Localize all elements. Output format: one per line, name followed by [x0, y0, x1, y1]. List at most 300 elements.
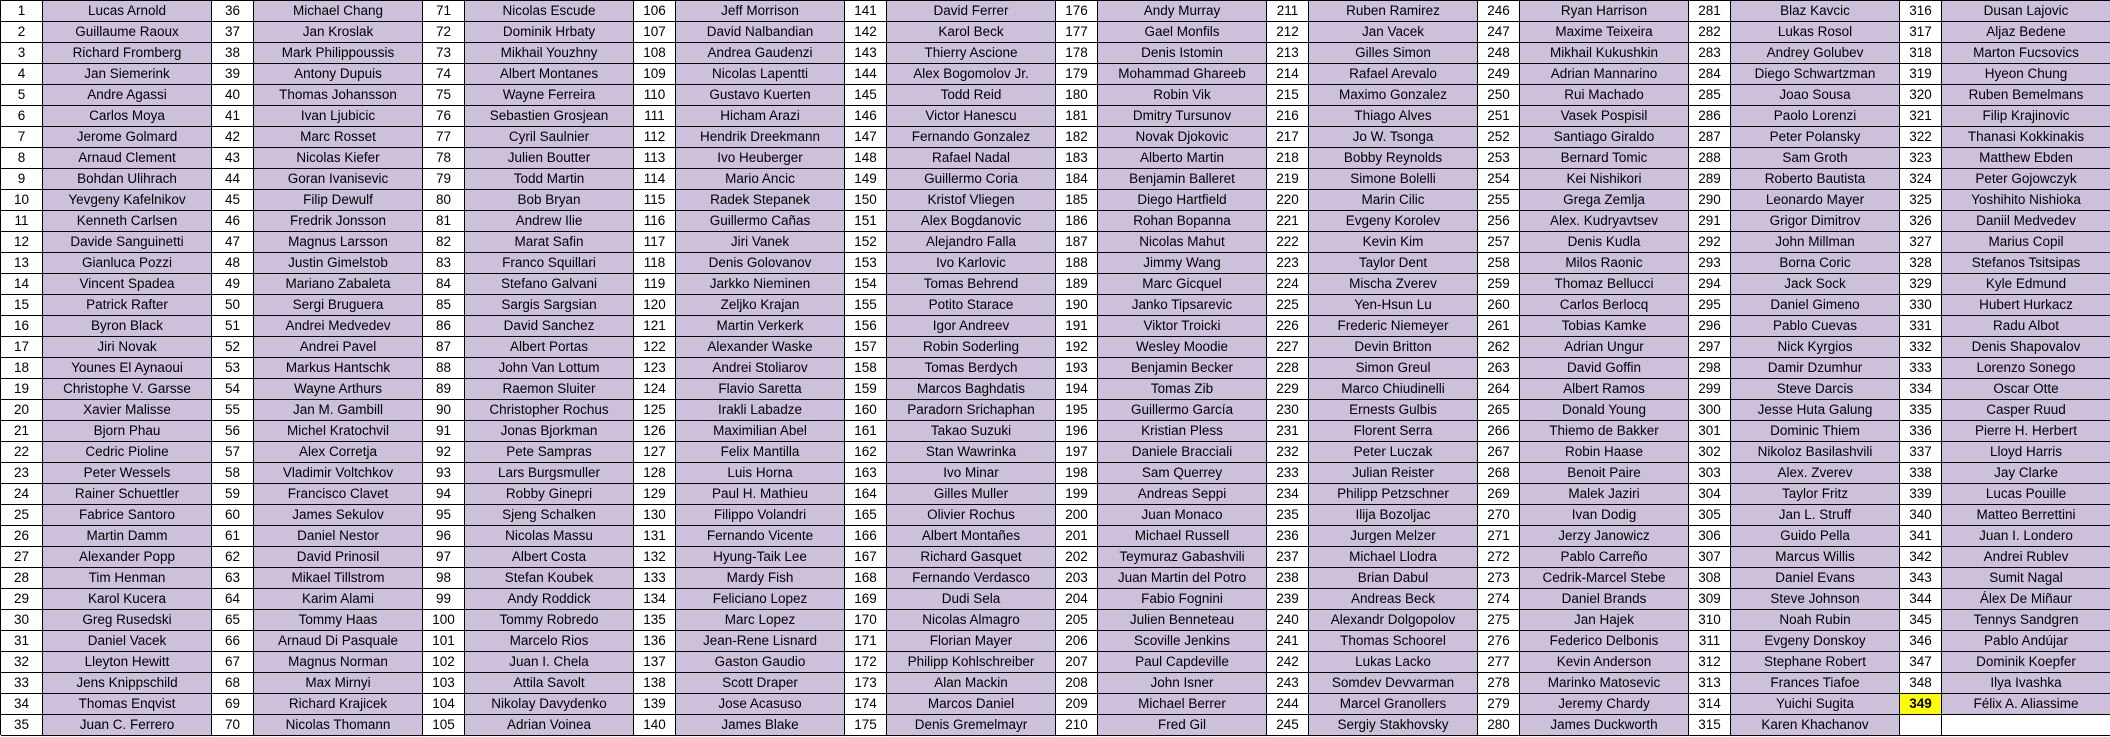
- player-name-cell[interactable]: Fernando Vicente: [676, 526, 845, 547]
- rank-cell[interactable]: 37: [212, 22, 254, 43]
- rank-cell[interactable]: 166: [845, 526, 887, 547]
- player-name-cell[interactable]: Dominik Hrbaty: [465, 22, 634, 43]
- rank-cell[interactable]: 96: [423, 526, 465, 547]
- player-name-cell[interactable]: Gaston Gaudio: [676, 652, 845, 673]
- player-name-cell[interactable]: Robin Haase: [1520, 442, 1689, 463]
- rank-cell[interactable]: 69: [212, 694, 254, 715]
- player-name-cell[interactable]: Kei Nishikori: [1520, 169, 1689, 190]
- player-name-cell[interactable]: Patrick Rafter: [43, 295, 212, 316]
- rank-cell[interactable]: 315: [1689, 715, 1731, 736]
- player-name-cell[interactable]: Paradorn Srichaphan: [887, 400, 1056, 421]
- player-name-cell[interactable]: Fabio Fognini: [1098, 589, 1267, 610]
- rank-cell[interactable]: 72: [423, 22, 465, 43]
- rank-cell[interactable]: 182: [1056, 127, 1098, 148]
- player-name-cell[interactable]: Ruben Ramirez: [1309, 1, 1478, 22]
- player-name-cell[interactable]: Jan Hajek: [1520, 610, 1689, 631]
- player-name-cell[interactable]: Kristof Vliegen: [887, 190, 1056, 211]
- player-name-cell[interactable]: Bobby Reynolds: [1309, 148, 1478, 169]
- rank-cell[interactable]: 159: [845, 379, 887, 400]
- rank-cell[interactable]: 188: [1056, 253, 1098, 274]
- rank-cell[interactable]: 139: [634, 694, 676, 715]
- player-name-cell[interactable]: Scott Draper: [676, 673, 845, 694]
- rank-cell[interactable]: 87: [423, 337, 465, 358]
- player-name-cell[interactable]: Nicolas Kiefer: [254, 148, 423, 169]
- player-name-cell[interactable]: Jean-Rene Lisnard: [676, 631, 845, 652]
- player-name-cell[interactable]: Todd Martin: [465, 169, 634, 190]
- player-name-cell[interactable]: Tobias Kamke: [1520, 316, 1689, 337]
- rank-cell[interactable]: 320: [1900, 85, 1942, 106]
- rank-cell[interactable]: 146: [845, 106, 887, 127]
- rank-cell[interactable]: 332: [1900, 337, 1942, 358]
- player-name-cell[interactable]: Wayne Ferreira: [465, 85, 634, 106]
- rank-cell[interactable]: 225: [1267, 295, 1309, 316]
- player-name-cell[interactable]: Bob Bryan: [465, 190, 634, 211]
- player-name-cell[interactable]: Sebastien Grosjean: [465, 106, 634, 127]
- player-name-cell[interactable]: Bernard Tomic: [1520, 148, 1689, 169]
- rank-cell[interactable]: 178: [1056, 43, 1098, 64]
- rank-cell[interactable]: 211: [1267, 1, 1309, 22]
- player-name-cell[interactable]: Thiago Alves: [1309, 106, 1478, 127]
- rank-cell[interactable]: 331: [1900, 316, 1942, 337]
- player-name-cell[interactable]: Ryan Harrison: [1520, 1, 1689, 22]
- player-name-cell[interactable]: Alberto Martin: [1098, 148, 1267, 169]
- rank-cell[interactable]: 125: [634, 400, 676, 421]
- rank-cell[interactable]: 265: [1478, 400, 1520, 421]
- player-name-cell[interactable]: Wayne Arthurs: [254, 379, 423, 400]
- player-name-cell[interactable]: Alejandro Falla: [887, 232, 1056, 253]
- rank-cell[interactable]: 240: [1267, 610, 1309, 631]
- player-name-cell[interactable]: Arnaud Di Pasquale: [254, 631, 423, 652]
- player-name-cell[interactable]: Albert Costa: [465, 547, 634, 568]
- player-name-cell[interactable]: Pierre H. Herbert: [1942, 421, 2110, 442]
- player-name-cell[interactable]: Andrew Ilie: [465, 211, 634, 232]
- rank-cell[interactable]: 93: [423, 463, 465, 484]
- player-name-cell[interactable]: Dudi Sela: [887, 589, 1056, 610]
- player-name-cell[interactable]: Juan C. Ferrero: [43, 715, 212, 736]
- rank-cell[interactable]: 95: [423, 505, 465, 526]
- rank-cell[interactable]: 207: [1056, 652, 1098, 673]
- player-name-cell[interactable]: David Goffin: [1520, 358, 1689, 379]
- rank-cell[interactable]: 98: [423, 568, 465, 589]
- player-name-cell[interactable]: Lucas Arnold: [43, 1, 212, 22]
- rank-cell[interactable]: 171: [845, 631, 887, 652]
- player-name-cell[interactable]: Jeff Morrison: [676, 1, 845, 22]
- rank-cell[interactable]: 231: [1267, 421, 1309, 442]
- rank-cell[interactable]: 243: [1267, 673, 1309, 694]
- player-name-cell[interactable]: Jay Clarke: [1942, 463, 2110, 484]
- rank-cell[interactable]: 189: [1056, 274, 1098, 295]
- player-name-cell[interactable]: Tomas Behrend: [887, 274, 1056, 295]
- player-name-cell[interactable]: Maximilian Abel: [676, 421, 845, 442]
- rank-cell[interactable]: 176: [1056, 1, 1098, 22]
- rank-cell[interactable]: 76: [423, 106, 465, 127]
- rank-cell[interactable]: 118: [634, 253, 676, 274]
- rank-cell[interactable]: 58: [212, 463, 254, 484]
- rank-cell[interactable]: 305: [1689, 505, 1731, 526]
- rank-cell[interactable]: 307: [1689, 547, 1731, 568]
- rank-cell[interactable]: 1: [1, 1, 43, 22]
- player-name-cell[interactable]: Marat Safin: [465, 232, 634, 253]
- player-name-cell[interactable]: Alexander Popp: [43, 547, 212, 568]
- rank-cell[interactable]: 313: [1689, 673, 1731, 694]
- player-name-cell[interactable]: Ivo Minar: [887, 463, 1056, 484]
- player-name-cell[interactable]: Santiago Giraldo: [1520, 127, 1689, 148]
- player-name-cell[interactable]: Juan I. Chela: [465, 652, 634, 673]
- rank-cell[interactable]: 322: [1900, 127, 1942, 148]
- rank-cell[interactable]: 273: [1478, 568, 1520, 589]
- rank-cell[interactable]: 73: [423, 43, 465, 64]
- rank-cell[interactable]: 330: [1900, 295, 1942, 316]
- player-name-cell[interactable]: Daniel Vacek: [43, 631, 212, 652]
- rank-cell[interactable]: 61: [212, 526, 254, 547]
- rank-cell[interactable]: 33: [1, 673, 43, 694]
- rank-cell[interactable]: 279: [1478, 694, 1520, 715]
- player-name-cell[interactable]: Mariano Zabaleta: [254, 274, 423, 295]
- player-name-cell[interactable]: Casper Ruud: [1942, 400, 2110, 421]
- player-name-cell[interactable]: Damir Dzumhur: [1731, 358, 1900, 379]
- rank-cell[interactable]: 107: [634, 22, 676, 43]
- player-name-cell[interactable]: Kevin Kim: [1309, 232, 1478, 253]
- rank-cell[interactable]: 250: [1478, 85, 1520, 106]
- rank-cell[interactable]: 267: [1478, 442, 1520, 463]
- rank-cell[interactable]: 167: [845, 547, 887, 568]
- player-name-cell[interactable]: Michael Berrer: [1098, 694, 1267, 715]
- player-name-cell[interactable]: Karim Alami: [254, 589, 423, 610]
- rank-cell[interactable]: 109: [634, 64, 676, 85]
- player-name-cell[interactable]: James Blake: [676, 715, 845, 736]
- rank-cell[interactable]: 259: [1478, 274, 1520, 295]
- player-name-cell[interactable]: Philipp Kohlschreiber: [887, 652, 1056, 673]
- player-name-cell[interactable]: Michael Llodra: [1309, 547, 1478, 568]
- rank-cell[interactable]: 62: [212, 547, 254, 568]
- rank-cell[interactable]: 347: [1900, 652, 1942, 673]
- rank-cell[interactable]: 288: [1689, 148, 1731, 169]
- player-name-cell[interactable]: Magnus Norman: [254, 652, 423, 673]
- rank-cell[interactable]: 300: [1689, 400, 1731, 421]
- rank-cell[interactable]: 94: [423, 484, 465, 505]
- player-name-cell[interactable]: Andrey Golubev: [1731, 43, 1900, 64]
- rank-cell[interactable]: 63: [212, 568, 254, 589]
- rank-cell[interactable]: 208: [1056, 673, 1098, 694]
- player-name-cell[interactable]: David Nalbandian: [676, 22, 845, 43]
- player-name-cell[interactable]: Ilija Bozoljac: [1309, 505, 1478, 526]
- player-name-cell[interactable]: Guido Pella: [1731, 526, 1900, 547]
- player-name-cell[interactable]: Sergiy Stakhovsky: [1309, 715, 1478, 736]
- rank-cell[interactable]: 233: [1267, 463, 1309, 484]
- player-name-cell[interactable]: Stefan Koubek: [465, 568, 634, 589]
- player-name-cell[interactable]: Mischa Zverev: [1309, 274, 1478, 295]
- rank-cell[interactable]: 32: [1, 652, 43, 673]
- rank-cell[interactable]: 270: [1478, 505, 1520, 526]
- rank-cell[interactable]: 67: [212, 652, 254, 673]
- player-name-cell[interactable]: Filip Krajinovic: [1942, 106, 2110, 127]
- rank-cell[interactable]: 41: [212, 106, 254, 127]
- player-name-cell[interactable]: Irakli Labadze: [676, 400, 845, 421]
- rank-cell[interactable]: 55: [212, 400, 254, 421]
- player-name-cell[interactable]: Paul H. Mathieu: [676, 484, 845, 505]
- rank-cell[interactable]: 39: [212, 64, 254, 85]
- player-name-cell[interactable]: Andy Murray: [1098, 1, 1267, 22]
- rank-cell[interactable]: 64: [212, 589, 254, 610]
- player-name-cell[interactable]: David Sanchez: [465, 316, 634, 337]
- rank-cell[interactable]: 201: [1056, 526, 1098, 547]
- player-name-cell[interactable]: Sergi Bruguera: [254, 295, 423, 316]
- rank-cell[interactable]: 10: [1, 190, 43, 211]
- player-name-cell[interactable]: Yuichi Sugita: [1731, 694, 1900, 715]
- rank-cell[interactable]: 4: [1, 64, 43, 85]
- rank-cell[interactable]: 296: [1689, 316, 1731, 337]
- player-name-cell[interactable]: Andre Agassi: [43, 85, 212, 106]
- player-name-cell[interactable]: Pablo Carreño: [1520, 547, 1689, 568]
- player-name-cell[interactable]: Nicolas Escude: [465, 1, 634, 22]
- player-name-cell[interactable]: Raemon Sluiter: [465, 379, 634, 400]
- rank-cell[interactable]: 204: [1056, 589, 1098, 610]
- player-name-cell[interactable]: David Ferrer: [887, 1, 1056, 22]
- player-name-cell[interactable]: Thiemo de Bakker: [1520, 421, 1689, 442]
- rank-cell[interactable]: 83: [423, 253, 465, 274]
- rank-cell[interactable]: 239: [1267, 589, 1309, 610]
- player-name-cell[interactable]: Hyeon Chung: [1942, 64, 2110, 85]
- rank-cell[interactable]: 104: [423, 694, 465, 715]
- rank-cell[interactable]: 218: [1267, 148, 1309, 169]
- rank-cell[interactable]: 226: [1267, 316, 1309, 337]
- rank-cell[interactable]: 131: [634, 526, 676, 547]
- player-name-cell[interactable]: Byron Black: [43, 316, 212, 337]
- rank-cell[interactable]: 255: [1478, 190, 1520, 211]
- player-name-cell[interactable]: Maxime Teixeira: [1520, 22, 1689, 43]
- player-name-cell[interactable]: Federico Delbonis: [1520, 631, 1689, 652]
- rank-cell[interactable]: 137: [634, 652, 676, 673]
- player-name-cell[interactable]: Alex Bogdanovic: [887, 211, 1056, 232]
- rank-cell[interactable]: 40: [212, 85, 254, 106]
- rank-cell[interactable]: 344: [1900, 589, 1942, 610]
- player-name-cell[interactable]: Nicolas Thomann: [254, 715, 423, 736]
- rank-cell[interactable]: 115: [634, 190, 676, 211]
- player-name-cell[interactable]: Hyung-Taik Lee: [676, 547, 845, 568]
- rank-cell[interactable]: 292: [1689, 232, 1731, 253]
- player-name-cell[interactable]: Benoit Paire: [1520, 463, 1689, 484]
- player-name-cell[interactable]: Robin Vik: [1098, 85, 1267, 106]
- rank-cell[interactable]: 276: [1478, 631, 1520, 652]
- rank-cell[interactable]: 303: [1689, 463, 1731, 484]
- player-name-cell[interactable]: Brian Dabul: [1309, 568, 1478, 589]
- player-name-cell[interactable]: Stefano Galvani: [465, 274, 634, 295]
- rank-cell[interactable]: 238: [1267, 568, 1309, 589]
- rank-cell[interactable]: 75: [423, 85, 465, 106]
- player-name-cell[interactable]: Lloyd Harris: [1942, 442, 2110, 463]
- rank-cell[interactable]: 154: [845, 274, 887, 295]
- rank-cell[interactable]: 289: [1689, 169, 1731, 190]
- player-name-cell[interactable]: Jarkko Nieminen: [676, 274, 845, 295]
- rank-cell[interactable]: 152: [845, 232, 887, 253]
- player-name-cell[interactable]: Greg Rusedski: [43, 610, 212, 631]
- player-name-cell[interactable]: Victor Hanescu: [887, 106, 1056, 127]
- player-name-cell[interactable]: Carlos Moya: [43, 106, 212, 127]
- player-name-cell[interactable]: Christopher Rochus: [465, 400, 634, 421]
- player-name-cell[interactable]: Thanasi Kokkinakis: [1942, 127, 2110, 148]
- player-name-cell[interactable]: Alan Mackin: [887, 673, 1056, 694]
- player-name-cell[interactable]: Marcus Willis: [1731, 547, 1900, 568]
- rank-cell[interactable]: 172: [845, 652, 887, 673]
- rank-cell[interactable]: 346: [1900, 631, 1942, 652]
- player-name-cell[interactable]: Pablo Andújar: [1942, 631, 2110, 652]
- rank-cell[interactable]: 317: [1900, 22, 1942, 43]
- rank-cell[interactable]: 122: [634, 337, 676, 358]
- rank-cell[interactable]: 177: [1056, 22, 1098, 43]
- rank-cell[interactable]: 282: [1689, 22, 1731, 43]
- rank-cell[interactable]: 164: [845, 484, 887, 505]
- player-name-cell[interactable]: Andrei Stoliarov: [676, 358, 845, 379]
- rank-cell[interactable]: 101: [423, 631, 465, 652]
- player-name-cell[interactable]: Grigor Dimitrov: [1731, 211, 1900, 232]
- player-name-cell[interactable]: Steve Darcis: [1731, 379, 1900, 400]
- rank-cell[interactable]: 82: [423, 232, 465, 253]
- player-name-cell[interactable]: Robby Ginepri: [465, 484, 634, 505]
- player-name-cell[interactable]: Paolo Lorenzi: [1731, 106, 1900, 127]
- rank-cell[interactable]: 50: [212, 295, 254, 316]
- player-name-cell[interactable]: Denis Kudla: [1520, 232, 1689, 253]
- player-name-cell[interactable]: Julien Benneteau: [1098, 610, 1267, 631]
- player-name-cell[interactable]: Benjamin Balleret: [1098, 169, 1267, 190]
- player-name-cell[interactable]: Scoville Jenkins: [1098, 631, 1267, 652]
- player-name-cell[interactable]: Alexander Waske: [676, 337, 845, 358]
- player-name-cell[interactable]: John Van Lottum: [465, 358, 634, 379]
- rank-cell[interactable]: 148: [845, 148, 887, 169]
- rank-cell[interactable]: 249: [1478, 64, 1520, 85]
- rank-cell[interactable]: 237: [1267, 547, 1309, 568]
- player-name-cell[interactable]: Milos Raonic: [1520, 253, 1689, 274]
- rank-cell[interactable]: 213: [1267, 43, 1309, 64]
- rank-cell[interactable]: 272: [1478, 547, 1520, 568]
- player-name-cell[interactable]: Carlos Berlocq: [1520, 295, 1689, 316]
- rank-cell[interactable]: 12: [1, 232, 43, 253]
- player-name-cell[interactable]: Mikhail Kukushkin: [1520, 43, 1689, 64]
- player-name-cell[interactable]: Daniele Bracciali: [1098, 442, 1267, 463]
- player-name-cell[interactable]: Jan M. Gambill: [254, 400, 423, 421]
- rank-cell[interactable]: 42: [212, 127, 254, 148]
- rank-cell[interactable]: 48: [212, 253, 254, 274]
- rank-cell[interactable]: 169: [845, 589, 887, 610]
- player-name-cell[interactable]: Stan Wawrinka: [887, 442, 1056, 463]
- rank-cell[interactable]: 106: [634, 1, 676, 22]
- rank-cell[interactable]: 47: [212, 232, 254, 253]
- player-name-cell[interactable]: Bjorn Phau: [43, 421, 212, 442]
- player-name-cell[interactable]: Sam Querrey: [1098, 463, 1267, 484]
- player-name-cell[interactable]: Grega Zemlja: [1520, 190, 1689, 211]
- rank-cell[interactable]: 306: [1689, 526, 1731, 547]
- rank-cell[interactable]: 149: [845, 169, 887, 190]
- player-name-cell[interactable]: Gustavo Kuerten: [676, 85, 845, 106]
- player-name-cell[interactable]: Jose Acasuso: [676, 694, 845, 715]
- rank-cell[interactable]: 241: [1267, 631, 1309, 652]
- player-name-cell[interactable]: Albert Ramos: [1520, 379, 1689, 400]
- player-name-cell[interactable]: Stefanos Tsitsipas: [1942, 253, 2110, 274]
- player-name-cell[interactable]: Devin Britton: [1309, 337, 1478, 358]
- player-name-cell[interactable]: Frances Tiafoe: [1731, 673, 1900, 694]
- rank-cell[interactable]: 235: [1267, 505, 1309, 526]
- player-name-cell[interactable]: Ivo Heuberger: [676, 148, 845, 169]
- rank-cell[interactable]: 70: [212, 715, 254, 736]
- player-name-cell[interactable]: Mardy Fish: [676, 568, 845, 589]
- player-name-cell[interactable]: Alexandr Dolgopolov: [1309, 610, 1478, 631]
- rank-cell[interactable]: 26: [1, 526, 43, 547]
- rank-cell[interactable]: 258: [1478, 253, 1520, 274]
- rank-cell[interactable]: 108: [634, 43, 676, 64]
- rank-cell[interactable]: 323: [1900, 148, 1942, 169]
- player-name-cell[interactable]: Tim Henman: [43, 568, 212, 589]
- player-name-cell[interactable]: Nikoloz Basilashvili: [1731, 442, 1900, 463]
- player-name-cell[interactable]: Vladimir Voltchkov: [254, 463, 423, 484]
- player-name-cell[interactable]: Guillermo Cañas: [676, 211, 845, 232]
- rank-cell[interactable]: 21: [1, 421, 43, 442]
- rank-cell[interactable]: 220: [1267, 190, 1309, 211]
- rank-cell[interactable]: 285: [1689, 85, 1731, 106]
- player-name-cell[interactable]: Marcos Daniel: [887, 694, 1056, 715]
- rank-cell[interactable]: 23: [1, 463, 43, 484]
- player-name-cell[interactable]: Christophe V. Garsse: [43, 379, 212, 400]
- rank-cell[interactable]: 30: [1, 610, 43, 631]
- player-name-cell[interactable]: Robin Soderling: [887, 337, 1056, 358]
- player-name-cell[interactable]: Peter Gojowczyk: [1942, 169, 2110, 190]
- rank-cell[interactable]: 271: [1478, 526, 1520, 547]
- rank-cell[interactable]: 248: [1478, 43, 1520, 64]
- rank-cell[interactable]: 11: [1, 211, 43, 232]
- rank-cell[interactable]: 193: [1056, 358, 1098, 379]
- player-name-cell[interactable]: Jens Knippschild: [43, 673, 212, 694]
- player-name-cell[interactable]: Maximo Gonzalez: [1309, 85, 1478, 106]
- player-name-cell[interactable]: Michael Chang: [254, 1, 423, 22]
- player-name-cell[interactable]: Ivan Dodig: [1520, 505, 1689, 526]
- rank-cell[interactable]: 312: [1689, 652, 1731, 673]
- player-name-cell[interactable]: Peter Wessels: [43, 463, 212, 484]
- player-name-cell[interactable]: Albert Montanes: [465, 64, 634, 85]
- rank-cell[interactable]: 66: [212, 631, 254, 652]
- player-name-cell[interactable]: Jan Siemerink: [43, 64, 212, 85]
- player-name-cell[interactable]: Attila Savolt: [465, 673, 634, 694]
- rank-cell[interactable]: 141: [845, 1, 887, 22]
- rank-cell[interactable]: 43: [212, 148, 254, 169]
- rank-cell[interactable]: 181: [1056, 106, 1098, 127]
- player-name-cell[interactable]: Luis Horna: [676, 463, 845, 484]
- player-name-cell[interactable]: Jonas Bjorkman: [465, 421, 634, 442]
- player-name-cell[interactable]: Mikael Tillstrom: [254, 568, 423, 589]
- rank-cell[interactable]: 6: [1, 106, 43, 127]
- rank-cell[interactable]: 179: [1056, 64, 1098, 85]
- rank-cell[interactable]: 187: [1056, 232, 1098, 253]
- player-name-cell[interactable]: Nicolas Massu: [465, 526, 634, 547]
- rank-cell[interactable]: 126: [634, 421, 676, 442]
- player-name-cell[interactable]: Fernando Gonzalez: [887, 127, 1056, 148]
- player-name-cell[interactable]: Feliciano Lopez: [676, 589, 845, 610]
- player-name-cell[interactable]: Jan L. Struff: [1731, 505, 1900, 526]
- player-name-cell[interactable]: Rohan Bopanna: [1098, 211, 1267, 232]
- rank-cell[interactable]: 147: [845, 127, 887, 148]
- rank-cell[interactable]: 52: [212, 337, 254, 358]
- rank-cell[interactable]: 86: [423, 316, 465, 337]
- player-name-cell[interactable]: Daniel Nestor: [254, 526, 423, 547]
- rank-cell[interactable]: 294: [1689, 274, 1731, 295]
- player-name-cell[interactable]: Radu Albot: [1942, 316, 2110, 337]
- rank-cell[interactable]: 326: [1900, 211, 1942, 232]
- rank-cell[interactable]: 31: [1, 631, 43, 652]
- rank-cell[interactable]: 197: [1056, 442, 1098, 463]
- rank-cell[interactable]: 13: [1, 253, 43, 274]
- player-name-cell[interactable]: Julien Boutter: [465, 148, 634, 169]
- rank-cell[interactable]: 339: [1900, 484, 1942, 505]
- rank-cell[interactable]: 221: [1267, 211, 1309, 232]
- rank-cell[interactable]: 254: [1478, 169, 1520, 190]
- rank-cell[interactable]: 74: [423, 64, 465, 85]
